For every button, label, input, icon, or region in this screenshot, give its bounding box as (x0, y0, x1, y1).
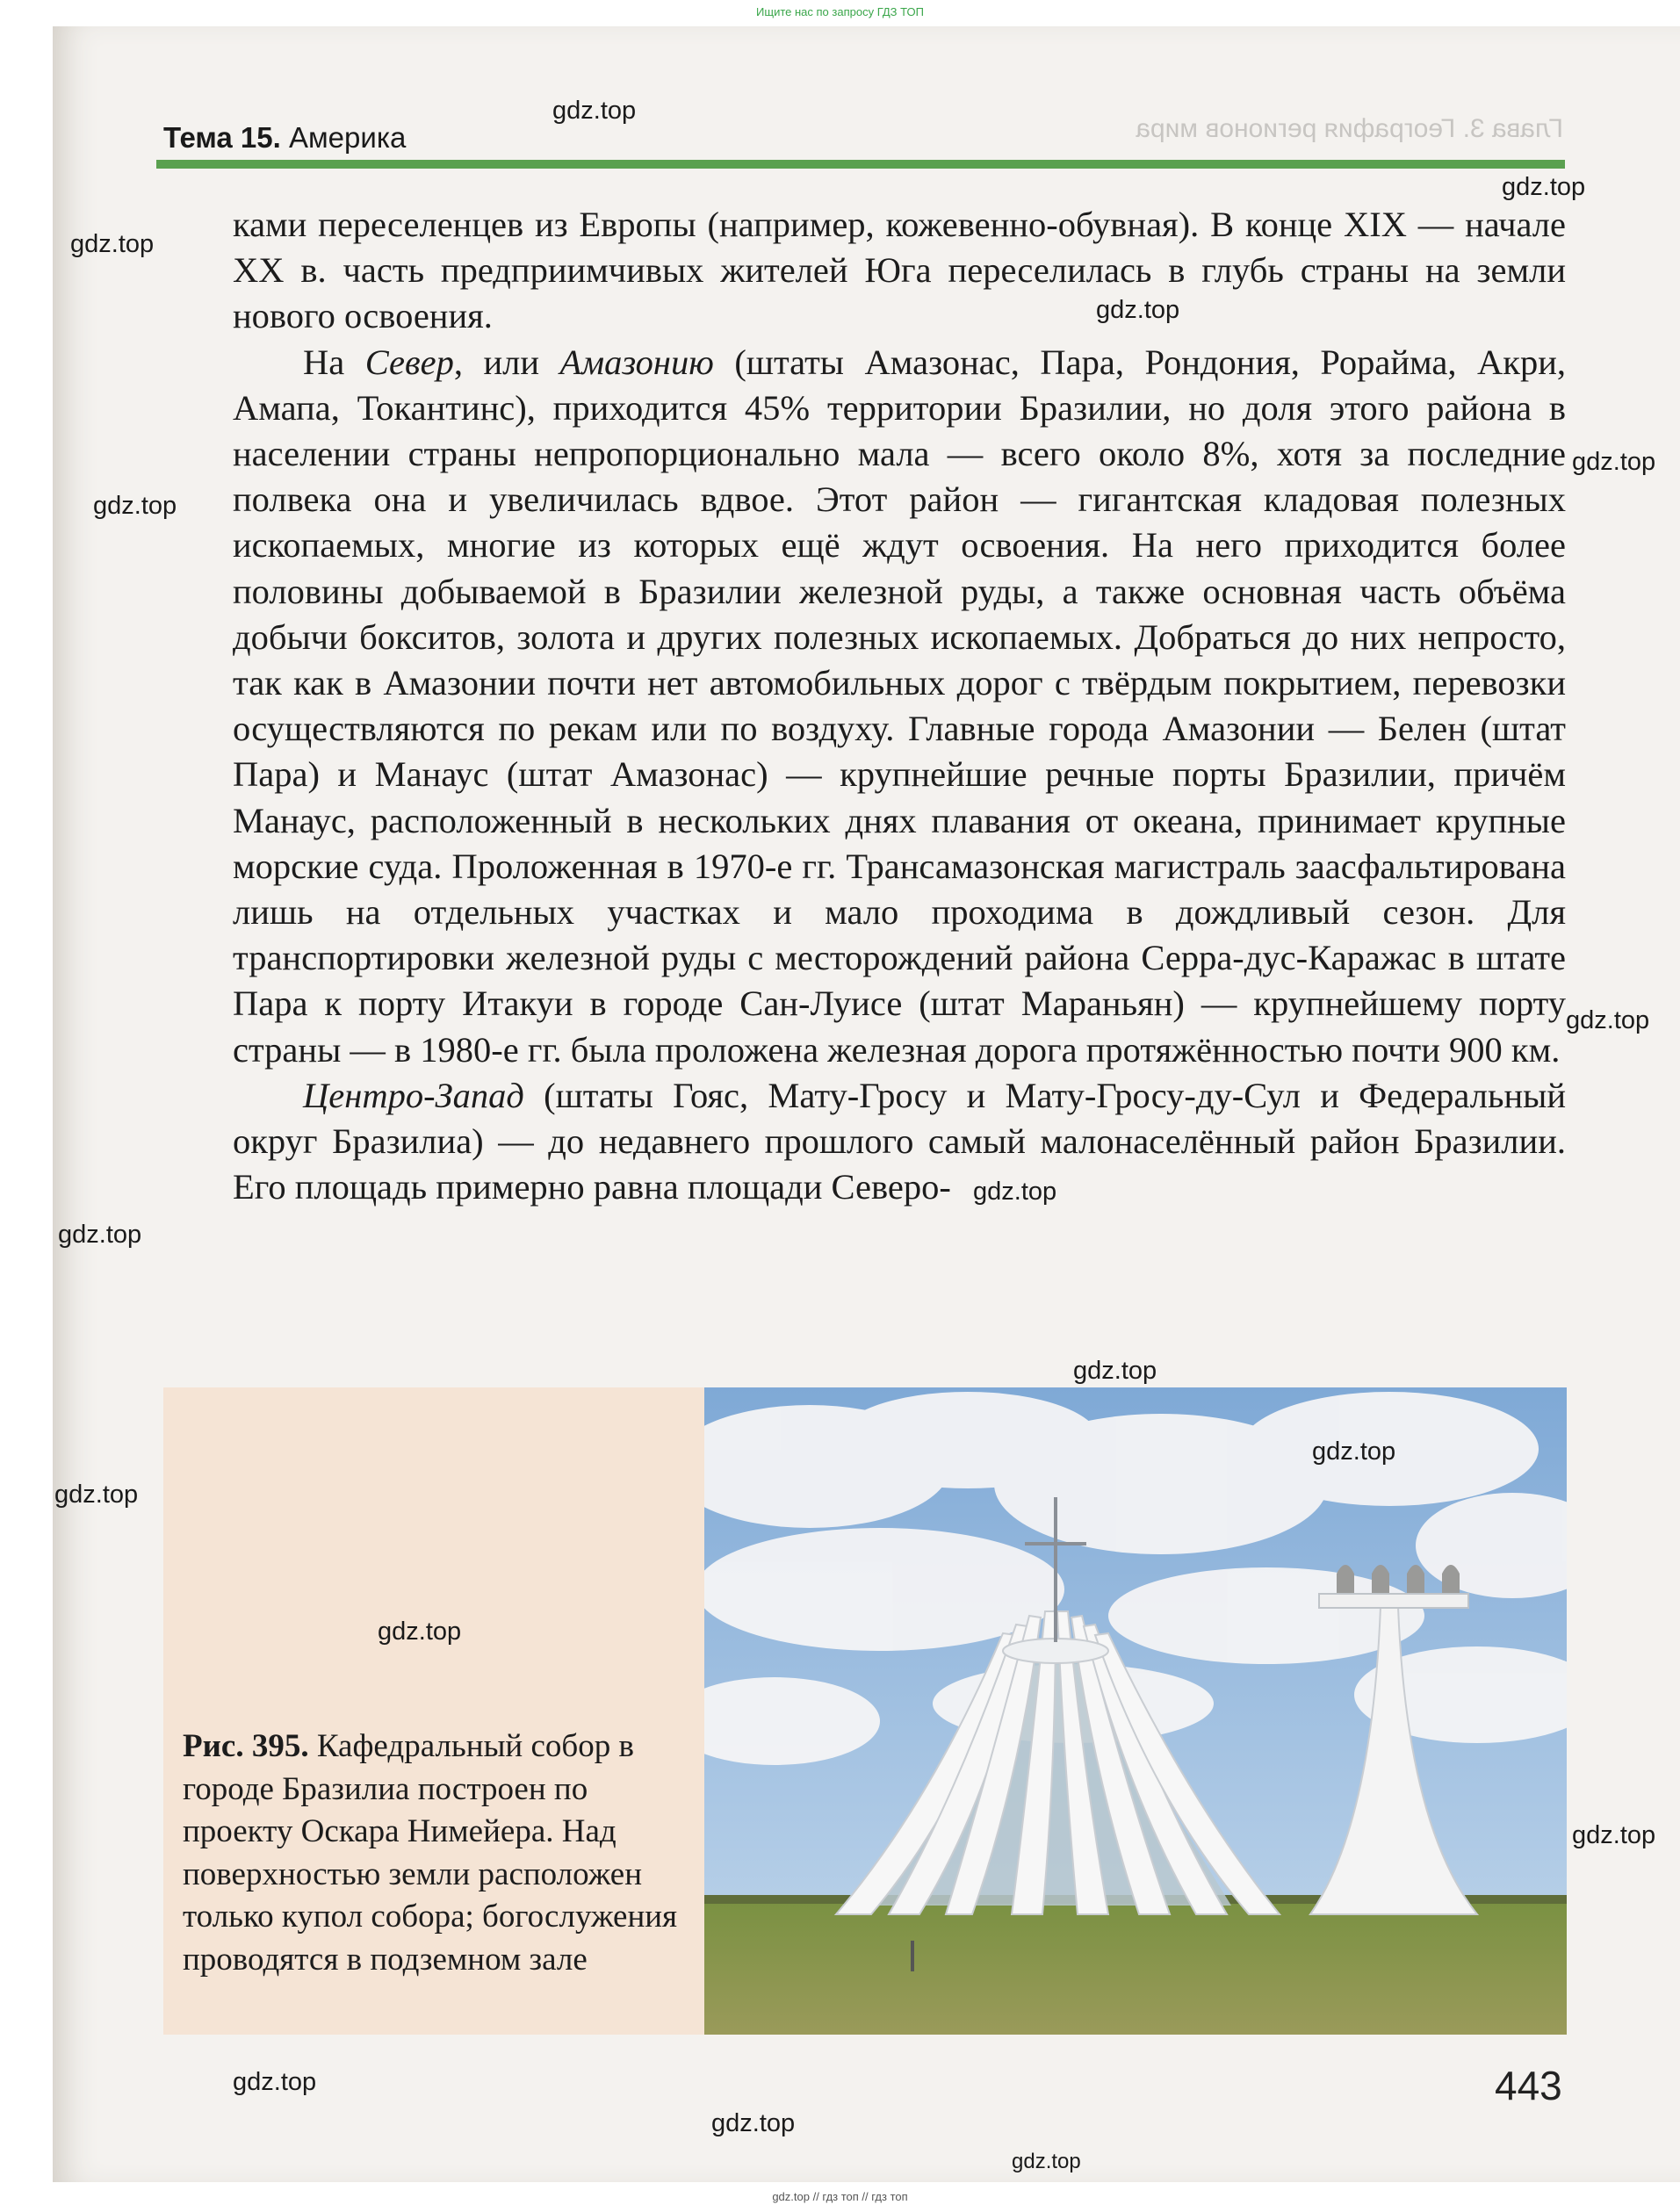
watermark: gdz.top (552, 97, 637, 125)
watermark: gdz.top (1572, 448, 1656, 476)
watermark: gdz.top (58, 1221, 142, 1249)
watermark: gdz.top (93, 492, 177, 520)
figure-caption-text: Кафедральный собор в городе Бразилиа построен по проекту Оскара Нимейера. Над поверхностью земли расположен только купол собора; богослужения проводятся в подземном зале (183, 1728, 678, 1978)
text-run: (штаты Амазонас, Пара, Рондония, Рорайма, Акри, Амапа, Токантинс), приходится 45% территории Бразилии, но доля этого района в населении страны непропорционально мала — всего около 8%, хотя за последние полвека она и увеличилась вдвое. Этот район — гигантская кладовая полезных ископаемых, многие из которых ещё ждут освоения. На него приходится более половины добываемой в Бразилии железной руды, а также основная часть объёма добычи бокситов, золота и других полезных ископаемых. Добраться до них непросто, так как в Амазонии почти нет автомобильных дорог с твёрдым покрытием, перевозки осуществляются по рекам или по воздуху. Главные города Амазонии — Белен (штат Пара) и Манаус (штат Амазонас) — крупнейшие речные порты Бразилии, причём Манаус, расположенный в нескольких днях плавания от океана, принимает крупные морские суда. Проложенная в 1970-е гг. Трансамазонская магистраль заасфальтирована лишь на отдельных участках и мало проходима в дождливый сезон. Для транспортировки железной руды с месторождений района Серра-дус-Каражас в штате Пара к порту Итакуи в городе Сан-Луисе (штат Мараньян) — крупнейшему порту страны — в 1980-е гг. была проложена железная дорога протяжённостью почти 900 км. (233, 342, 1566, 1070)
body-text (233, 202, 1566, 1210)
text-run: ками переселенцев из Европы (например, кожевенно-обувная). В конце XIX — начале XX в. часть предприимчивых жителей Юга переселилась в глубь страны на земли нового освоения. (233, 205, 1566, 336)
text-run: (штаты Гояс, Мату-Гросу и Мату-Гросу-ду-Сул и Федеральный округ Бразилиа) — до недавнего прошлого самый малонаселённый район Бразилии. Его площадь примерно равна площади Северо- (233, 1075, 1566, 1207)
watermark: gdz.top (70, 230, 155, 258)
topic-number: Тема 15. (163, 121, 281, 154)
top-banner[interactable]: Ищите нас по запросу ГДЗ ТОП (756, 5, 924, 18)
topic-title: Америка (288, 121, 407, 154)
lawn (704, 1901, 1567, 2035)
text-run: На (303, 342, 365, 382)
text-run: , или (453, 342, 560, 382)
bottom-banner[interactable]: gdz.top // гдз топ // гдз топ (772, 2190, 908, 2203)
page-number: 443 (1495, 2063, 1562, 2108)
header-rule (156, 160, 1565, 169)
paragraph (233, 340, 1566, 1073)
caption-panel (163, 1387, 704, 2035)
watermark: gdz.top (1572, 1821, 1656, 1849)
italic-term: Амазонию (559, 342, 714, 382)
watermark: gdz.top (1502, 173, 1586, 201)
watermark: gdz.top (233, 2068, 317, 2096)
watermark: gdz.top (1096, 296, 1180, 324)
paragraph (233, 1073, 1566, 1211)
street-lamp (911, 1941, 914, 1971)
watermark: gdz.top (1312, 1437, 1396, 1466)
figure-395 (163, 1387, 1567, 2035)
italic-term: Центро-Запад (303, 1075, 524, 1115)
cathedral-illustration (704, 1387, 1567, 2035)
watermark: gdz.top (54, 1481, 139, 1509)
figure-caption (183, 1726, 692, 1981)
page-header (163, 121, 406, 155)
watermark: gdz.top (1073, 1357, 1157, 1385)
cathedral-photo (704, 1387, 1567, 2035)
crown-ring (1003, 1639, 1108, 1663)
paragraph (233, 202, 1566, 340)
bleed-through-text: Глава 3. География регионов мира (1136, 114, 1563, 143)
watermark: gdz.top (973, 1178, 1057, 1206)
watermark: gdz.top (378, 1618, 462, 1646)
watermark: gdz.top (711, 2109, 796, 2137)
figure-label: Рис. 395. (183, 1728, 309, 1764)
italic-term: Север (364, 342, 454, 382)
watermark: gdz.top (1566, 1006, 1650, 1034)
watermark: gdz.top (1012, 2150, 1081, 2173)
